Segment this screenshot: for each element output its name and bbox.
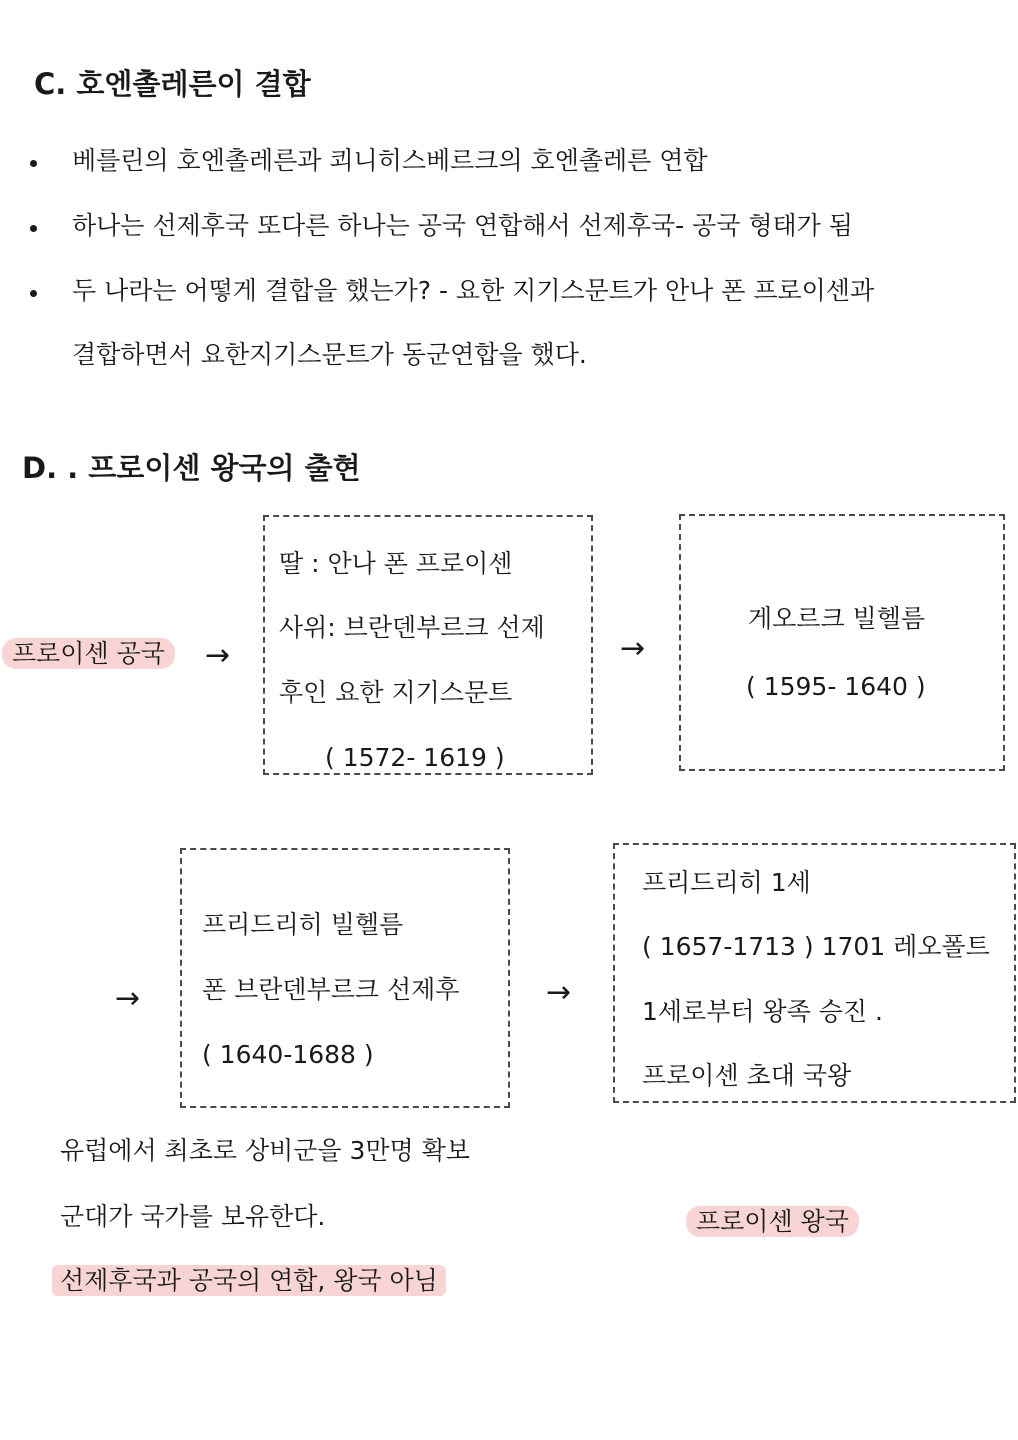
box-georg-wilhelm [679, 514, 1005, 771]
bullet-text-3: 두 나라는 어떻게 결합을 했는가? - 요한 지기스문트가 안나 폰 프로이센과 [72, 276, 875, 305]
arrow-right-icon: → [205, 638, 231, 673]
box-johann-sigismund [263, 515, 593, 775]
note-standing-army: 유럽에서 최초로 상비군을 3만명 확보 [60, 1136, 470, 1165]
section-d-heading: D. . 프로이센 왕국의 출현 [22, 451, 361, 485]
box2-line-2: ( 1595- 1640 ) [746, 672, 926, 701]
box2-line-1: 게오르크 빌헬름 [748, 604, 925, 633]
box3-line-3: ( 1640-1688 ) [202, 1040, 374, 1069]
arrow-right-icon: → [620, 631, 646, 666]
arrow-right-icon: → [546, 975, 572, 1010]
box-friedrich-i [613, 843, 1016, 1103]
end-label-prussian-kingdom: 프로이센 왕국 [686, 1206, 859, 1237]
note-army-owns-state: 군대가 국가를 보유한다. [60, 1202, 326, 1231]
bullet-marker [30, 160, 37, 167]
bullet-text-2: 하나는 선제후국 또다른 하나는 공국 연합해서 선제후국- 공국 형태가 됨 [72, 211, 853, 240]
box1-line-3: 후인 요한 지기스문트 [279, 678, 513, 707]
box4-line-4: 프로이센 초대 국왕 [642, 1061, 852, 1090]
box1-line-4: ( 1572- 1619 ) [325, 743, 505, 772]
bullet-marker [30, 225, 37, 232]
box-friedrich-wilhelm [180, 848, 510, 1108]
box3-line-1: 프리드리히 빌헬름 [202, 910, 404, 939]
bullet-marker [30, 290, 37, 297]
box3-line-2: 폰 브란덴부르크 선제후 [202, 975, 460, 1004]
box4-line-2: ( 1657-1713 ) 1701 레오폴트 [642, 932, 990, 961]
box4-line-1: 프리드리히 1세 [642, 868, 811, 897]
note-not-kingdom-highlight: 선제후국과 공국의 연합, 왕국 아님 [52, 1265, 446, 1296]
box1-line-1: 딸 : 안나 폰 프로이센 [279, 549, 513, 578]
section-c-heading: C. 호엔촐레른이 결합 [34, 67, 311, 101]
box1-line-2: 사위: 브란덴부르크 선제 [279, 613, 545, 642]
arrow-right-icon: → [115, 981, 141, 1016]
start-label-prussian-duchy: 프로이센 공국 [2, 638, 175, 669]
box4-line-3: 1세로부터 왕족 승진 . [642, 997, 883, 1026]
bullet-text-3-continuation: 결합하면서 요한지기스문트가 동군연합을 했다. [72, 340, 587, 369]
bullet-text-1: 베를린의 호엔촐레른과 쾨니히스베르크의 호엔촐레른 연합 [72, 146, 708, 175]
